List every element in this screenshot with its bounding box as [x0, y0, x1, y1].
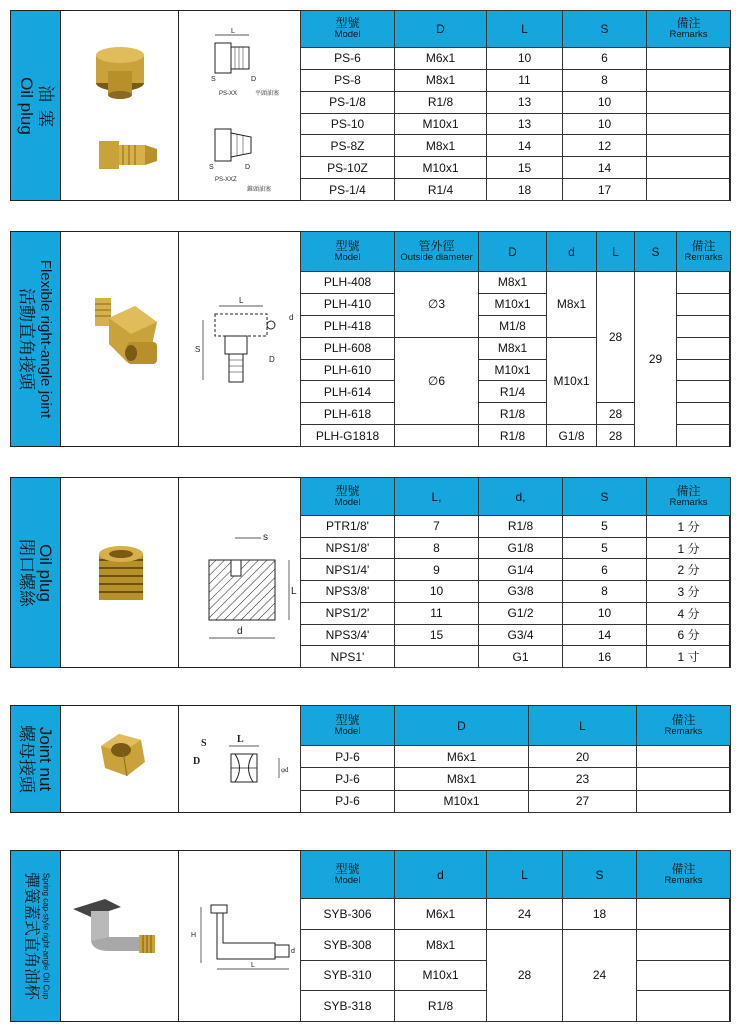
- cell-remarks: 6 分: [647, 624, 731, 646]
- spec-table: [300, 850, 731, 1022]
- cell-outside-diameter: ∅6: [395, 337, 479, 425]
- cell-l: 27: [529, 790, 637, 812]
- table-row: [301, 91, 731, 113]
- col-model: 型號 Model: [301, 706, 395, 746]
- title-en: Oil plug: [16, 76, 36, 135]
- cell-s: 6: [563, 559, 647, 581]
- cell-model: PS-6: [301, 48, 395, 70]
- cell-remarks: 3 分: [647, 581, 731, 603]
- drawing-label-l: L: [239, 296, 244, 305]
- drawing-label-d-small: d: [289, 313, 294, 322]
- cell-l: 9: [395, 559, 479, 581]
- flat-plug-cn-label: 平頭油塞: [255, 91, 280, 97]
- title-cn: 閉口螺絲: [16, 538, 36, 607]
- cell-remarks: [647, 179, 731, 201]
- drawing-label-phi-d: φd: [281, 766, 289, 774]
- col-s: S: [563, 478, 647, 516]
- table-row: [301, 602, 731, 624]
- col-remarks: 備注 Remarks: [647, 11, 731, 48]
- section-title: [11, 11, 61, 200]
- drawing-label-l: L: [231, 28, 235, 35]
- cell-remarks: [677, 272, 731, 294]
- col-model: 型號 Model: [301, 851, 395, 899]
- cell-s: 18: [563, 899, 637, 930]
- cell-d: R1/8: [479, 516, 563, 538]
- table-row: [301, 790, 731, 812]
- col-l: L: [487, 851, 563, 899]
- cell-d: M8x1: [395, 135, 487, 157]
- drawing-label-l: L: [237, 734, 244, 745]
- cell-model: PLH-610: [301, 359, 395, 381]
- cell-d-lower: M10x1: [547, 337, 597, 425]
- cell-remarks: 4 分: [647, 602, 731, 624]
- cell-l: 28: [597, 403, 635, 425]
- col-model: 型號 Model: [301, 11, 395, 48]
- drawing-label-d: d: [237, 626, 243, 637]
- cell-remarks: [647, 48, 731, 70]
- drawing-label-d2: D: [245, 164, 251, 171]
- technical-drawing: [179, 851, 301, 1021]
- oil-plug-section: [10, 10, 730, 201]
- cell-d: R1/8: [479, 403, 547, 425]
- cell-s: 14: [563, 157, 647, 179]
- cell-model: PJ-6: [301, 790, 395, 812]
- cell-d: G1/8: [479, 537, 563, 559]
- cell-remarks: [637, 790, 731, 812]
- cell-remarks: [677, 425, 731, 447]
- cell-d: M10x1: [395, 113, 487, 135]
- cell-d: M6x1: [395, 48, 487, 70]
- cell-l: 28: [487, 929, 563, 1021]
- cell-s: 8: [563, 69, 647, 91]
- cell-remarks: [647, 69, 731, 91]
- col-d: d,: [479, 478, 563, 516]
- cell-d: R1/8: [479, 425, 547, 447]
- cell-remarks: [677, 381, 731, 403]
- joint-nut-section: [10, 705, 730, 813]
- cell-d: R1/8: [395, 91, 487, 113]
- technical-drawing: [179, 478, 301, 667]
- spec-table: [300, 477, 731, 668]
- taper-plug-label: PS-XXZ: [215, 177, 237, 183]
- cell-model: PS-1/4: [301, 179, 395, 201]
- table-row: [301, 581, 731, 603]
- table-row: [301, 157, 731, 179]
- cell-l: 23: [529, 768, 637, 790]
- cell-l: 20: [529, 746, 637, 768]
- cell-model: SYB-308: [301, 929, 395, 960]
- col-l: L: [487, 11, 563, 48]
- cell-s: 10: [563, 113, 647, 135]
- cell-d: R1/4: [479, 381, 547, 403]
- cell-s: 17: [563, 179, 647, 201]
- cell-l: 18: [487, 179, 563, 201]
- cell-d: M8x1: [395, 929, 487, 960]
- cell-s: 6: [563, 48, 647, 70]
- cell-s: 8: [563, 581, 647, 603]
- cell-remarks: [637, 768, 731, 790]
- drawing-label-d: D: [269, 355, 275, 364]
- cell-d: M6x1: [395, 899, 487, 930]
- cell-model: PLH-618: [301, 403, 395, 425]
- col-model: 型號 Model: [301, 478, 395, 516]
- cell-model: PLH-614: [301, 381, 395, 403]
- cell-model: PS-10Z: [301, 157, 395, 179]
- cell-model: NPS3/8': [301, 581, 395, 603]
- cell-s: 14: [563, 624, 647, 646]
- cell-d: M8x1: [479, 337, 547, 359]
- cell-l: 10: [395, 581, 479, 603]
- cell-model: NPS1/2': [301, 602, 395, 624]
- cell-model: NPS3/4': [301, 624, 395, 646]
- cell-remarks: [677, 403, 731, 425]
- table-row: [301, 69, 731, 91]
- cell-remarks: [647, 135, 731, 157]
- cell-l: 15: [487, 157, 563, 179]
- cell-d: R1/8: [395, 991, 487, 1022]
- cell-l: 10: [487, 48, 563, 70]
- drawing-label-d: D: [251, 76, 257, 83]
- cell-remarks: [647, 113, 731, 135]
- title-en: Flexible right-angle joint: [36, 259, 54, 419]
- cell-d: M8x1: [395, 768, 529, 790]
- title-en: Oil plug: [35, 543, 55, 602]
- cell-l: 28: [597, 272, 635, 403]
- product-photo: [61, 232, 179, 446]
- cell-remarks: 2 分: [647, 559, 731, 581]
- cell-s: 24: [563, 929, 637, 1021]
- col-remarks: 備注 Remarks: [647, 478, 731, 516]
- col-d: D: [395, 11, 487, 48]
- cell-d: M10x1: [479, 293, 547, 315]
- taper-plug-cn-label: 錐頭油塞: [247, 187, 272, 193]
- cell-model: SYB-310: [301, 960, 395, 991]
- cell-outside-diameter: [395, 425, 479, 447]
- cell-l: 8: [395, 537, 479, 559]
- table-row: [301, 48, 731, 70]
- cell-l: 13: [487, 91, 563, 113]
- cell-model: NPS1/4': [301, 559, 395, 581]
- cell-remarks: [677, 293, 731, 315]
- cell-model: PS-8: [301, 69, 395, 91]
- drawing-label-h: H: [191, 932, 197, 939]
- cell-s: 29: [635, 272, 677, 447]
- table-row: [301, 899, 731, 930]
- cell-model: NPS1': [301, 646, 395, 668]
- product-photo: [61, 11, 179, 200]
- table-row: [301, 537, 731, 559]
- cell-model: SYB-306: [301, 899, 395, 930]
- closed-screw-section: [10, 477, 730, 668]
- cell-l: 13: [487, 113, 563, 135]
- section-title: [11, 478, 61, 667]
- cell-model: PS-1/8: [301, 91, 395, 113]
- cell-remarks: [637, 899, 731, 930]
- flat-plug-label: PS-XX: [219, 91, 238, 97]
- cell-model: PJ-6: [301, 768, 395, 790]
- technical-drawing: [179, 11, 301, 200]
- oil-cup-section: [10, 850, 730, 1022]
- cell-remarks: [637, 991, 731, 1022]
- col-d-upper: D: [479, 232, 547, 272]
- drawing-label-l: L: [251, 962, 255, 969]
- cell-l: 14: [487, 135, 563, 157]
- title-cn: 螺母接頭: [16, 725, 36, 793]
- spec-table: [300, 10, 731, 201]
- cell-model: PS-8Z: [301, 135, 395, 157]
- cell-model: PLH-418: [301, 315, 395, 337]
- cell-d: G1: [479, 646, 563, 668]
- title-en: Spring cap-style right-angle Oil Cup: [41, 872, 50, 1000]
- col-d: D: [395, 706, 529, 746]
- drawing-label-s: S: [201, 738, 207, 749]
- cell-d: M10x1: [395, 157, 487, 179]
- cell-model: SYB-318: [301, 991, 395, 1022]
- product-photo: [61, 478, 179, 667]
- cell-remarks: [637, 960, 731, 991]
- col-outside-diameter: 管外徑 Outside diameter: [395, 232, 479, 272]
- col-remarks: 備注 Remarks: [637, 851, 731, 899]
- table-row: [301, 135, 731, 157]
- title-cn: 活動直角接頭: [16, 287, 36, 390]
- cell-model: PLH-410: [301, 293, 395, 315]
- table-row: [301, 768, 731, 790]
- cell-s: 10: [563, 602, 647, 624]
- cell-l: 7: [395, 516, 479, 538]
- col-remarks: 備注 Remarks: [677, 232, 731, 272]
- col-l: L: [597, 232, 635, 272]
- cell-l: 11: [395, 602, 479, 624]
- col-d: d: [395, 851, 487, 899]
- cell-model: PJ-6: [301, 746, 395, 768]
- cell-remarks: [647, 91, 731, 113]
- flexible-joint-section: [10, 231, 730, 447]
- table-row: [301, 746, 731, 768]
- col-s: S: [563, 11, 647, 48]
- title-en: Joint nut: [35, 726, 55, 792]
- cell-remarks: [677, 359, 731, 381]
- drawing-label-d: D: [193, 756, 201, 767]
- table-row: [301, 272, 731, 294]
- cell-model: PLH-G1818: [301, 425, 395, 447]
- cell-s: 5: [563, 537, 647, 559]
- cell-model: PS-10: [301, 113, 395, 135]
- cell-l: 28: [597, 425, 635, 447]
- col-s: S: [635, 232, 677, 272]
- cell-l: 15: [395, 624, 479, 646]
- cell-d-lower: M8x1: [547, 272, 597, 338]
- drawing-label-s: s: [263, 532, 268, 543]
- product-photo: [61, 851, 179, 1021]
- section-title: [11, 851, 61, 1021]
- col-d-lower: d: [547, 232, 597, 272]
- title-cn: 彈簧蓋式直角油杯: [22, 871, 39, 1001]
- product-photo: [61, 706, 179, 812]
- section-title: [11, 232, 61, 446]
- cell-l: 24: [487, 899, 563, 930]
- cell-model: PLH-408: [301, 272, 395, 294]
- table-row: [301, 113, 731, 135]
- drawing-label-l: L: [291, 586, 297, 597]
- cell-d: M8x1: [395, 69, 487, 91]
- cell-d: M10x1: [395, 960, 487, 991]
- cell-d: M10x1: [395, 790, 529, 812]
- drawing-label-d: d: [291, 948, 295, 955]
- cell-model: NPS1/8': [301, 537, 395, 559]
- spec-table: [300, 705, 731, 813]
- col-s: S: [563, 851, 637, 899]
- cell-d: R1/4: [395, 179, 487, 201]
- cell-remarks: 1 寸: [647, 646, 731, 668]
- cell-d: G1/2: [479, 602, 563, 624]
- cell-d: G3/4: [479, 624, 563, 646]
- cell-outside-diameter: ∅3: [395, 272, 479, 338]
- cell-remarks: [647, 157, 731, 179]
- cell-remarks: [677, 315, 731, 337]
- section-title: [11, 706, 61, 812]
- col-model: 型號 Model: [301, 232, 395, 272]
- cell-remarks: [677, 337, 731, 359]
- table-row: [301, 624, 731, 646]
- drawing-label-s2: S: [209, 164, 214, 171]
- table-row: [301, 559, 731, 581]
- spec-table: [300, 231, 731, 447]
- cell-d: G1/4: [479, 559, 563, 581]
- table-row: [301, 516, 731, 538]
- technical-drawing: [179, 232, 301, 446]
- drawing-label-s: S: [211, 76, 216, 83]
- cell-s: 16: [563, 646, 647, 668]
- col-remarks: 備注 Remarks: [637, 706, 731, 746]
- cell-remarks: [637, 929, 731, 960]
- table-row: [301, 179, 731, 201]
- cell-remarks: 1 分: [647, 516, 731, 538]
- cell-d: M10x1: [479, 359, 547, 381]
- cell-s: 5: [563, 516, 647, 538]
- cell-d: M8x1: [479, 272, 547, 294]
- cell-s: 12: [563, 135, 647, 157]
- cell-d-lower: G1/8: [547, 425, 597, 447]
- cell-l: 11: [487, 69, 563, 91]
- col-l: L,: [395, 478, 479, 516]
- technical-drawing: [179, 706, 301, 812]
- cell-model: PTR1/8': [301, 516, 395, 538]
- cell-remarks: [637, 746, 731, 768]
- title-cn: 油塞: [35, 84, 55, 127]
- cell-s: 10: [563, 91, 647, 113]
- col-l: L: [529, 706, 637, 746]
- table-row: [301, 929, 731, 960]
- cell-l: [395, 646, 479, 668]
- cell-d: G3/8: [479, 581, 563, 603]
- cell-d: M6x1: [395, 746, 529, 768]
- cell-d: M1/8: [479, 315, 547, 337]
- table-row: [301, 646, 731, 668]
- drawing-label-s: S: [195, 345, 201, 354]
- cell-model: PLH-608: [301, 337, 395, 359]
- cell-remarks: 1 分: [647, 537, 731, 559]
